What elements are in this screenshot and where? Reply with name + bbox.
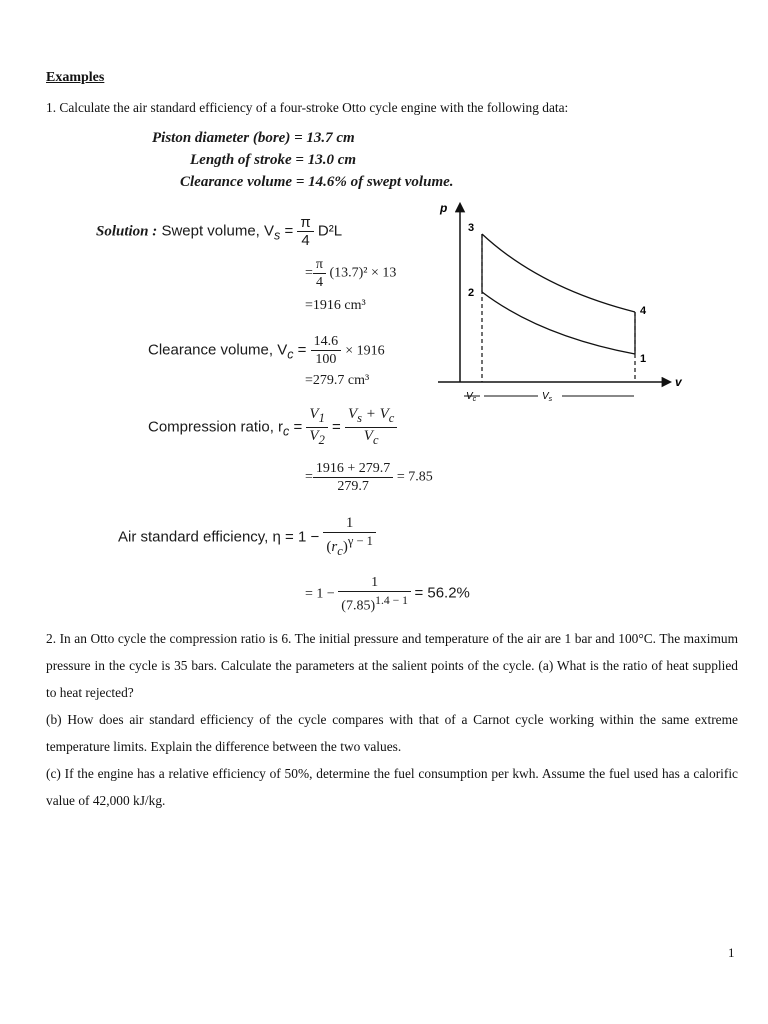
clearance-volume-result: =279.7 cm³	[305, 373, 370, 388]
swept-volume-result: =1916 cm³	[305, 298, 366, 313]
compression-ratio-label: Compression ratio, $r_c$ = $\frac{V_1}{V_2}$ = $\frac{V_s + V_c}{V_c}$	[148, 406, 397, 449]
clearance-fraction: $\frac{14.6}{100}$	[311, 333, 342, 368]
given-bore: Piston diameter (bore) = 13.7 cm	[152, 130, 355, 146]
point-1-label: 1	[640, 353, 647, 365]
expansion-curve	[482, 234, 635, 312]
examples-heading: Examples	[46, 70, 105, 85]
point-2-label: 2	[468, 287, 475, 299]
swept-volume-step: = $\frac{\pi}{4}$ (13.7)² × 13	[305, 257, 397, 290]
pi-over-4: $\frac{\pi}{4}$	[297, 214, 313, 249]
question-2	[46, 625, 738, 814]
efficiency-result: = 1 − $\frac{1}{(7.85)^{1.4 - 1}}$ = 56.2%	[305, 575, 470, 614]
given-stroke: Length of stroke = 13.0 cm	[190, 152, 357, 168]
question-2-part-b: (b) How does air standard efficiency of the cycle compares with that of a Carnot cycle working within the same extreme temperature limits. Explain the difference between the two values.	[46, 712, 738, 754]
question-2-main: 2. In an Otto cycle the compression ratio is 6. The initial pressure and temperature of the air are 1 bar and 100°C. The maximum pressure in the cycle is 35 bars. Calculate the parameters at the salient points of the cycle. (a) What is the ratio of heat supplied to heat rejected?	[46, 631, 738, 700]
v-axis-label: v	[675, 375, 682, 389]
p-axis-label: p	[440, 201, 448, 215]
swept-volume-label: Solution : Swept volume, $V_s$ = $\frac{\pi}{4}$ D²L	[96, 214, 343, 249]
point-4-label: 4	[640, 305, 647, 317]
question-1-prompt: 1. Calculate the air standard efficiency of a four-stroke Otto cycle engine with the following data:	[46, 100, 569, 115]
page-number: 1	[728, 945, 735, 960]
otto-cycle-pv-diagram	[430, 196, 690, 408]
compression-ratio-calc: = $\frac{1916 + 279.7}{279.7}$ = 7.85	[305, 461, 433, 494]
clearance-volume-label: Clearance volume, $V_c$ = $\frac{14.6}{100}$ × 1916	[148, 334, 385, 367]
efficiency-label: Air standard efficiency, η = 1 − $\frac{1}{(r_c)^{\gamma - 1}}$	[118, 515, 376, 560]
point-3-label: 3	[468, 222, 475, 234]
compression-curve	[482, 292, 635, 354]
vs-label: $V_s$	[542, 391, 553, 403]
question-2-part-c: (c) If the engine has a relative efficiency of 50%, determine the fuel consumption per kwh. Assume the fuel used has a calorific value of 42,000 kJ/kg.	[46, 766, 738, 808]
vc-label: $V_c$	[466, 391, 477, 403]
given-clearance: Clearance volume = 14.6% of swept volume.	[180, 174, 454, 190]
